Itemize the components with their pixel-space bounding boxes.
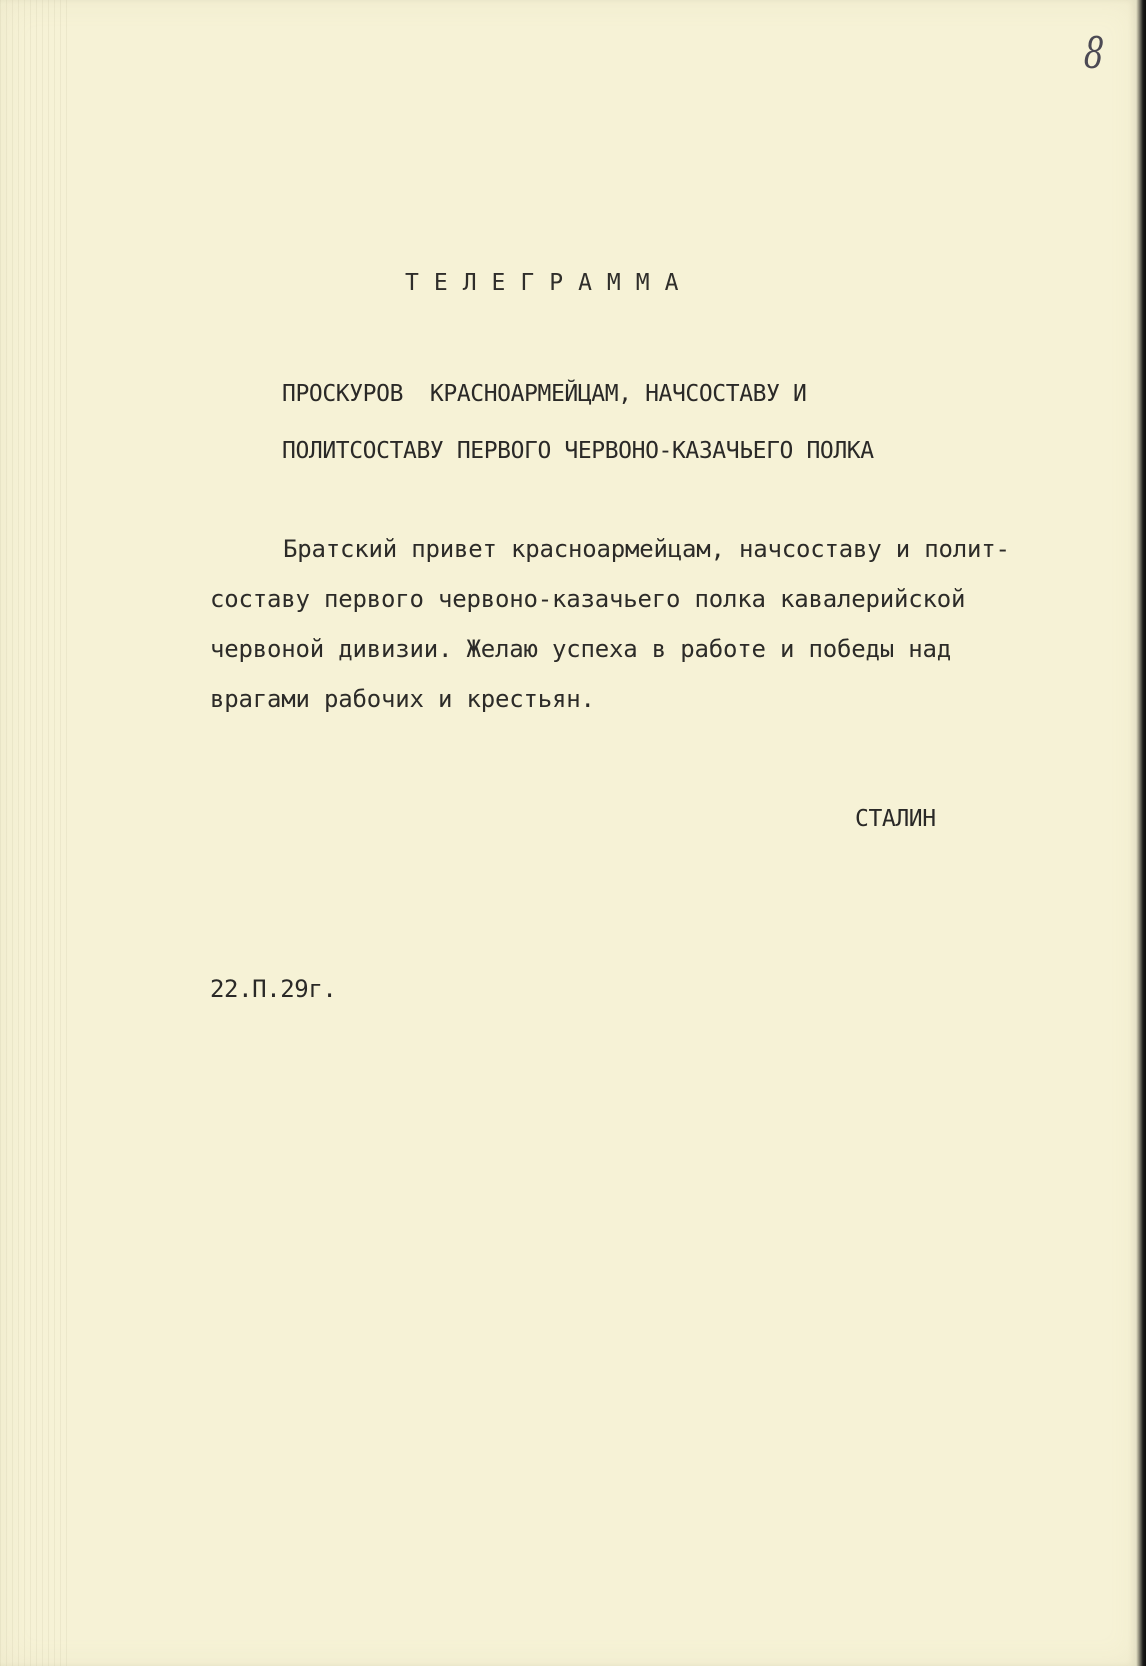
body-line: врагами рабочих и крестьян. (210, 685, 595, 713)
signature: СТАЛИН (855, 806, 936, 832)
handwritten-folio-number: 8 (1082, 27, 1106, 80)
document-date: 22.П.29г. (210, 975, 337, 1003)
body-line: Братский привет красноармейцам, начсоставу и полит- (283, 535, 1010, 563)
scan-edge-shadow (1136, 0, 1146, 1666)
paper-fold-texture (0, 0, 70, 1666)
body-line: червоной дивизии. Желаю успеха в работе и победы над (210, 635, 951, 663)
message-body (210, 524, 1010, 724)
document-title: ТЕЛЕГРАММА (405, 270, 694, 296)
address-block (282, 366, 874, 480)
body-line: составу первого червоно-казачьего полка кавалерийской (210, 585, 966, 613)
address-line: ПРОСКУРОВ КРАСНОАРМЕЙЦАМ, НАЧСОСТАВУ И (282, 381, 807, 407)
address-line: ПОЛИТСОСТАВУ ПЕРВОГО ЧЕРВОНО-КАЗАЧЬЕГО ПОЛКА (282, 438, 874, 464)
